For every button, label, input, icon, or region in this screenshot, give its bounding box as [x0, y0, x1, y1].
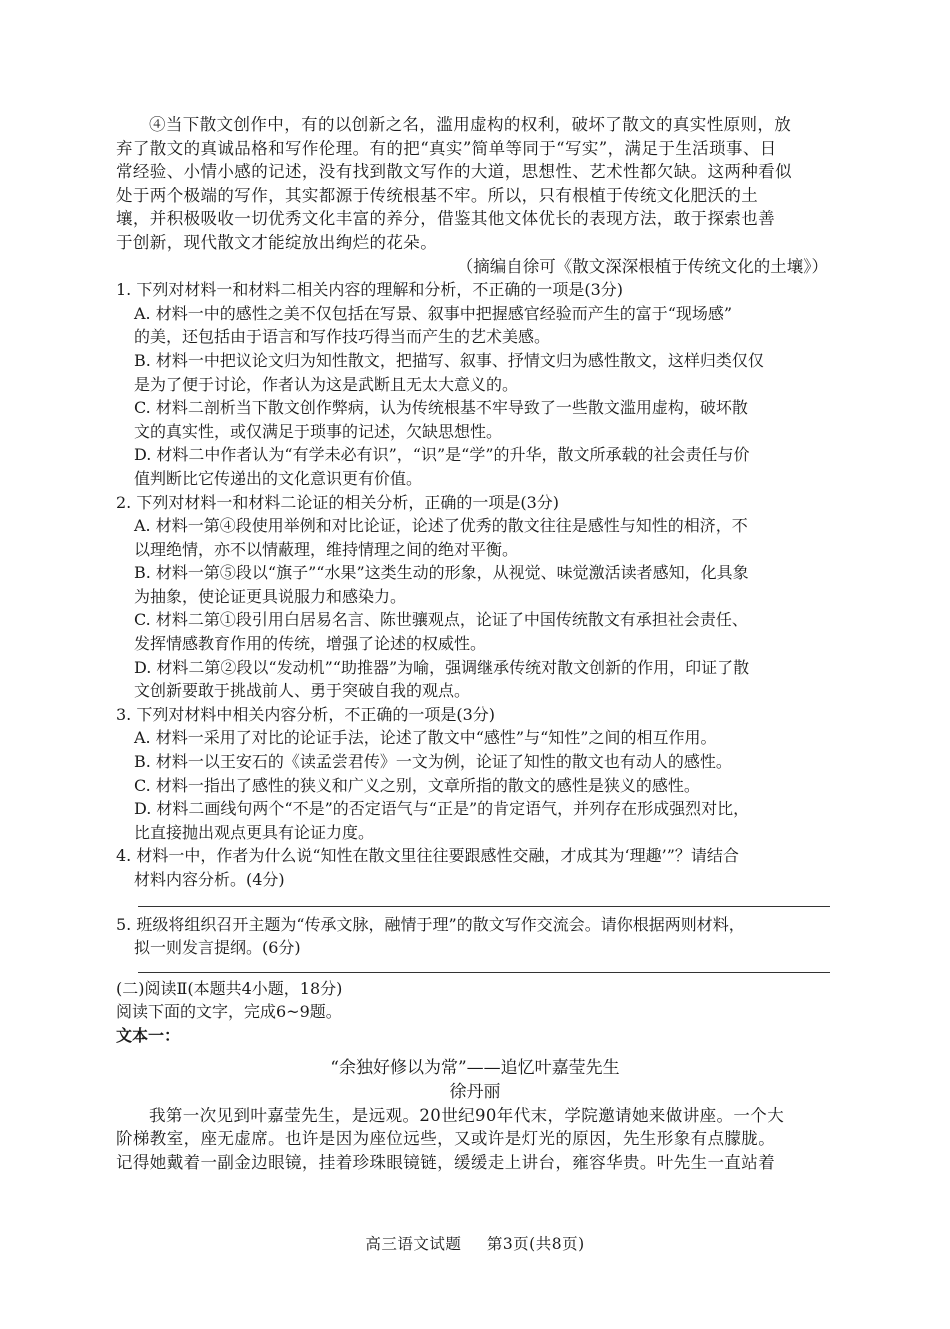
question-title: 2. 下列对材料一和材料二论证的相关分析，正确的一项是(3分) [116, 492, 560, 512]
option-c: C. 材料一指出了感性的狭义和广义之别，文章所指的散文的感性是狭义的感性。 [134, 775, 700, 795]
text-line: 阶梯教室，座无虚席。也许是因为座位远些，又或许是灯光的原因，先生形象有点朦胧。 [116, 1129, 776, 1149]
option-b: B. 材料一中把议论文归为知性散文，把描写、叙事、抒情文归为感性散文，这样归类仅仅 [134, 350, 764, 370]
option-c-cont: 文的真实性，或仅满足于琐事的记述，欠缺思想性。 [134, 421, 503, 441]
question-title: 3. 下列对材料中相关内容分析，不正确的一项是(3分) [116, 704, 496, 724]
article-title: “余独好修以为常”——追忆叶嘉莹先生 [330, 1057, 620, 1078]
reading-section-2 [116, 977, 834, 1175]
footer-page-number: 第3页(共8页) [486, 1235, 585, 1253]
option-a: A. 材料一采用了对比的论证手法，论述了散文中“感性”与“知性”之间的相互作用。 [134, 728, 717, 748]
section-instruction: 阅读下面的文字，完成6~9题。 [116, 1002, 342, 1022]
option-b: B. 材料一以王安石的《读孟尝君传》一文为例，论证了知性的散文也有动人的感性。 [134, 752, 732, 772]
option-d: D. 材料二第②段以“发动机”“助推器”为喻，强调继承传统对散文创新的作用，印证了散 [134, 657, 750, 677]
question-title: 1. 下列对材料一和材料二相关内容的理解和分析，不正确的一项是(3分) [116, 280, 624, 300]
page-content [116, 113, 834, 1174]
text-line: ④当下散文创作中，有的以创新之名，滥用虚构的权利，破坏了散文的真实性原则，放 [149, 115, 792, 134]
option-d-cont: 文创新要敢于挑战前人、勇于突破自我的观点。 [134, 681, 471, 701]
option-d: D. 材料二画线句两个“不是”的否定语气与“正是”的肯定语气，并列存在形成强烈对比， [134, 799, 750, 819]
option-b-cont: 是为了便于讨论，作者认为这是武断且无太大意义的。 [134, 374, 519, 394]
question-title: 4. 材料一中，作者为什么说“知性在散文里往往要跟感性交融，才成其为‘理趣’”？请结合 [116, 846, 739, 866]
text-label: 文本一： [116, 1025, 181, 1045]
page-footer [0, 1232, 950, 1254]
option-d-cont: 值判断比它传递出的文化意识更有价值。 [134, 468, 423, 488]
option-c: C. 材料二第①段引用白居易名言、陈世骧观点，论证了中国传统散文有承担社会责任、 [134, 610, 748, 630]
question-title: 5. 班级将组织召开主题为“传承文脉，融情于理”的散文写作交流会。请你根据两则材料， [116, 914, 745, 934]
option-b: B. 材料一第⑤段以“旗子”“水果”这类生动的形象，从视觉、味觉激活读者感知，化具象 [134, 563, 749, 583]
footer-subject: 高三语文试题 [365, 1235, 462, 1253]
option-d-cont: 比直接抛出观点更具有论证力度。 [134, 822, 375, 842]
answer-line [138, 972, 830, 973]
option-a-cont: 的美，还包括由于语言和写作技巧得当而产生的艺术美感。 [134, 327, 551, 347]
question-title-cont: 拟一则发言提纲。(6分) [134, 938, 301, 958]
answer-line [138, 906, 830, 907]
option-c: C. 材料二剖析当下散文创作弊病，认为传统根基不牢导致了一些散文滥用虚构，破坏散 [134, 398, 748, 418]
text-line: 记得她戴着一副金边眼镜，挂着珍珠眼镜链，缓缓走上讲台，雍容华贵。叶先生一直站着 [116, 1152, 776, 1172]
question-3 [116, 703, 834, 845]
text-line: 于创新，现代散文才能绽放出绚烂的花朵。 [116, 232, 438, 252]
text-line: 处于两个极端的写作，其实都源于传统根基不牢。所以，只有根植于传统文化肥沃的土 [116, 185, 759, 205]
material-paragraph-4 [116, 113, 834, 255]
option-a: A. 材料一中的感性之美不仅包括在写景、叙事中把握感官经验而产生的富于“现场感” [134, 303, 733, 323]
option-a: A. 材料一第④段使用举例和对比论证，论述了优秀的散文往往是感性与知性的相济，不 [134, 516, 748, 536]
source-citation: （摘编自徐可《散文深深根植于传统文化的土壤》） [456, 256, 828, 276]
text-line: 弃了散文的真诚品格和写作伦理。有的把“真实”简单等同于“写实”，满足于生活琐事、日 [116, 138, 777, 158]
option-d: D. 材料二中作者认为“有学未必有识”，“识”是“学”的升华，散文所承载的社会责任与价 [134, 445, 750, 465]
option-b-cont: 为抽象，使论证更具说服力和感染力。 [134, 586, 407, 606]
text-line: 壤，并积极吸收一切优秀文化丰富的养分，借鉴其他文体优长的表现方法，敢于探索也善 [116, 209, 776, 229]
section-heading: (二)阅读Ⅱ(本题共4小题，18分) [116, 978, 343, 998]
question-4 [116, 844, 834, 906]
question-title-cont: 材料内容分析。(4分) [134, 870, 285, 889]
text-line: 常经验、小情小感的记述，没有找到散文写作的大道，思想性、艺术性都欠缺。这两种看似 [116, 162, 792, 182]
question-5 [116, 913, 834, 973]
text-line: 我第一次见到叶嘉莹先生，是远观。20世纪90年代末，学院邀请她来做讲座。一个大 [149, 1105, 785, 1125]
option-a-cont: 以理绝情，亦不以情蔽理，维持情理之间的绝对平衡。 [134, 539, 519, 559]
option-c-cont: 发挥情感教育作用的传统，增强了论述的权威性。 [134, 634, 487, 654]
question-2 [116, 491, 834, 703]
article-author: 徐丹丽 [449, 1081, 501, 1102]
question-1 [116, 278, 834, 490]
